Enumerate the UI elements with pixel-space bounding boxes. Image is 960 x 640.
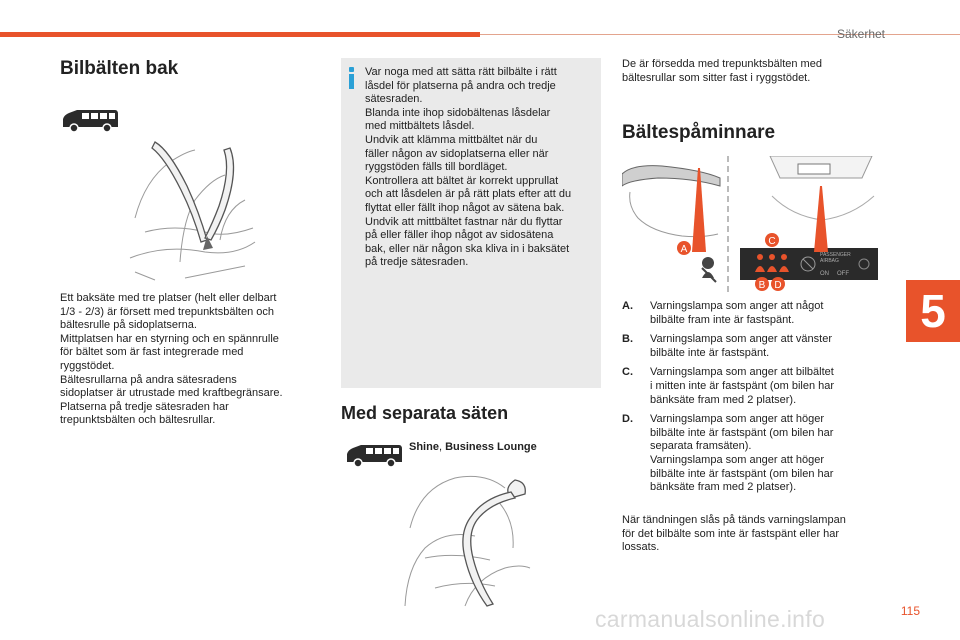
warning-lamp-panel — [740, 248, 878, 280]
trim-separator: , — [438, 441, 446, 453]
legend-text: Varningslampa som anger att bilbältet i mitten inte är fastspänt (om bilen har bänksäte fram med 2 platser). — [650, 366, 835, 406]
section-title: Säkerhet — [836, 27, 885, 41]
info-note — [341, 58, 601, 388]
header-accent-bar — [0, 32, 480, 37]
svg-text:A: A — [680, 244, 688, 255]
legend-key: A. — [622, 300, 633, 312]
callout-c — [765, 233, 779, 247]
svg-text:AIRBAG: AIRBAG — [820, 258, 839, 264]
rear-view-mirror — [622, 156, 722, 246]
legend-text: Varningslampa som anger att något bilbälte fram inte är fastspänt. — [650, 300, 824, 326]
callout-b — [755, 277, 769, 291]
rear-bench-seat-illustration — [125, 140, 260, 282]
trim-shine: Shine — [409, 441, 439, 453]
callout-d — [771, 277, 785, 291]
callout-a — [677, 241, 691, 255]
legend-key: D. — [622, 413, 633, 426]
svg-text:OFF: OFF — [837, 271, 849, 277]
svg-text:D: D — [774, 280, 782, 291]
seatbelt-warning-lamp-a — [702, 257, 716, 282]
legend-item — [622, 300, 892, 327]
svg-text:PASSENGER: PASSENGER — [820, 252, 851, 258]
legend-text: Varningslampa som anger att vänster bilbälte inte är fastspänt. — [650, 333, 832, 359]
single-seat-illustration — [395, 468, 535, 608]
heading-separate-seats: Med separata säten — [341, 403, 509, 423]
page-number: 115 — [900, 604, 920, 618]
info-note-text: Var noga med att sätta rätt bilbälte i rätt låsdel för platserna på andra och tredje sätesraden. Blanda inte ihop sidobältenas låsdelar med mittbältets låsdel. Undvik att klämma mittbältet när du fäller någon av sidoplatserna eller när ryggstöden fälls till bordläget. Kontrollera att bältet är korrekt upprullat och att låsdelen är på rätt plats efter att du flyttat eller fällt ihop något av sätena bak. Undvik att mittbältet fastnar när du flyttar på eller fäller ihop något av sidosätena bak, eller när någon ska kliva in i baksätet på tredje sätesraden. — [365, 66, 572, 269]
info-icon — [349, 67, 354, 89]
legend-item — [622, 366, 892, 407]
van-icon — [344, 441, 404, 469]
legend-key: C. — [622, 366, 633, 379]
heading-seatbelt-reminder: Bältespåminnare — [622, 122, 776, 143]
van-icon — [60, 106, 120, 134]
svg-text:B: B — [758, 280, 766, 291]
svg-text:C: C — [768, 236, 776, 247]
chapter-tab: 5 — [906, 280, 960, 342]
ignition-note: När tändningen slås på tänds varningslampan för det bilbälte som inte är fastspänt eller har lossats. — [622, 514, 846, 554]
watermark: carmanualsonline.info — [595, 606, 826, 632]
header-rule — [480, 34, 960, 35]
legend-text: Varningslampa som anger att höger bilbälte inte är fastspänt (om bilen har separata framsäten). Varningslampa som anger att höger bilbälte inte är fastspänt (om bilen har bänksäte fram med 2 platser). — [650, 413, 834, 494]
heading-rear-seatbelts: Bilbälten bak — [60, 58, 179, 79]
trim-business-lounge: Business Lounge — [445, 441, 537, 453]
rear-seatbelts-description: Ett baksäte med tre platser (helt eller delbart 1/3 - 2/3) är försett med trepunktsbälten och bältesrulle på sidoplatserna. Mittplatsen har en styrning och en spännrulle för bältet som är fast integrerade med ryggstödet. Bältesrullarna på andra sätesradens sidoplatser är utrustade med kraftbegränsare. Platserna på tredje sätesraden har trepunktsbälten och bältesrullar. — [60, 292, 283, 427]
belts-intro-text: De är försedda med trepunktsbälten med bältesrullar som sitter fast i ryggstödet. — [622, 58, 822, 84]
legend-key: B. — [622, 333, 633, 346]
warning-lamp-legend — [622, 300, 892, 501]
legend-item — [622, 333, 892, 360]
seatbelt-reminder-illustration — [622, 156, 880, 296]
legend-item — [622, 413, 892, 495]
svg-text:ON: ON — [820, 271, 829, 277]
trim-level-label — [409, 441, 537, 453]
